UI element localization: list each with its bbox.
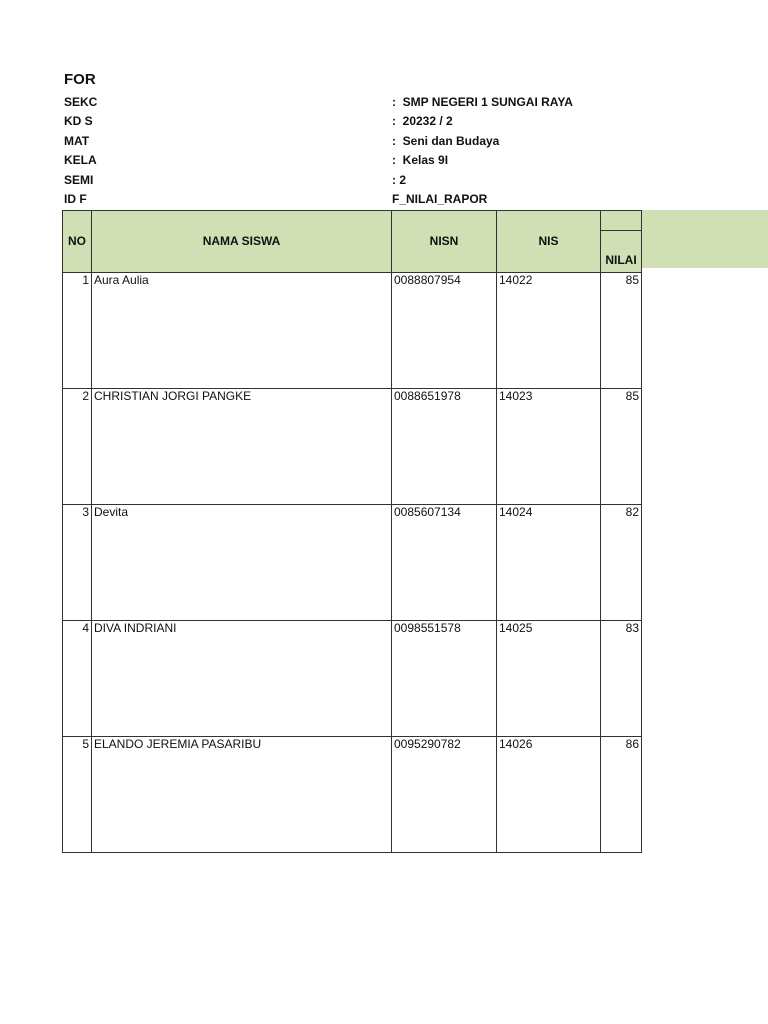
student-grade-table [62, 210, 642, 853]
cell-nama-siswa: Aura Aulia [92, 273, 392, 389]
cell-no: 1 [63, 273, 92, 389]
cell-no: 3 [63, 505, 92, 621]
cell-nilai: 82 [601, 505, 642, 621]
table-row [63, 273, 642, 389]
cell-nilai: 86 [601, 737, 642, 853]
table-row [63, 505, 642, 621]
meta-label-kd-semester: KD S [64, 114, 93, 128]
cell-nis: 14023 [497, 389, 601, 505]
meta-label-mata-pelajaran: MAT [64, 134, 90, 148]
meta-label-sekolah: SEKC [64, 95, 98, 109]
cell-nilai: 85 [601, 389, 642, 505]
cell-nisn: 0085607134 [392, 505, 497, 621]
cell-no: 4 [63, 621, 92, 737]
cell-nilai: 85 [601, 273, 642, 389]
cell-nisn: 0088807954 [392, 273, 497, 389]
meta-label-semester: SEMI [64, 173, 94, 187]
column-header-nisn: NISN [392, 211, 497, 273]
document-title: FOR [64, 71, 96, 88]
cell-nisn: 0088651978 [392, 389, 497, 505]
cell-nis: 14026 [497, 737, 601, 853]
column-header-no: NO [63, 211, 92, 273]
meta-value-sekolah: : SMP NEGERI 1 SUNGAI RAYA [392, 95, 573, 109]
meta-value-kelas: : Kelas 9I [392, 153, 449, 167]
cell-nama-siswa: DIVA INDRIANI [92, 621, 392, 737]
column-group-header-nilai [601, 211, 642, 231]
table-row [63, 621, 642, 737]
meta-value-semester: : 2 [392, 173, 407, 187]
header-fill-band [641, 210, 768, 268]
cell-nis: 14024 [497, 505, 601, 621]
column-header-nis: NIS [497, 211, 601, 273]
cell-nis: 14022 [497, 273, 601, 389]
cell-nama-siswa: Devita [92, 505, 392, 621]
cell-nama-siswa: CHRISTIAN JORGI PANGKE [92, 389, 392, 505]
cell-no: 2 [63, 389, 92, 505]
meta-value-id-form: F_NILAI_RAPOR [392, 192, 488, 206]
cell-nisn: 0095290782 [392, 737, 497, 853]
cell-no: 5 [63, 737, 92, 853]
column-header-nama-siswa: NAMA SISWA [92, 211, 392, 273]
cell-nilai: 83 [601, 621, 642, 737]
column-header-nilai: NILAI [601, 231, 642, 273]
meta-label-kelas: KELA [64, 153, 97, 167]
table-row [63, 389, 642, 505]
table-row [63, 737, 642, 853]
meta-value-mata-pelajaran: : Seni dan Budaya [392, 134, 500, 148]
meta-value-kd-semester: : 20232 / 2 [392, 114, 453, 128]
meta-label-id-form: ID F [64, 192, 87, 206]
cell-nis: 14025 [497, 621, 601, 737]
cell-nama-siswa: ELANDO JEREMIA PASARIBU [92, 737, 392, 853]
cell-nisn: 0098551578 [392, 621, 497, 737]
